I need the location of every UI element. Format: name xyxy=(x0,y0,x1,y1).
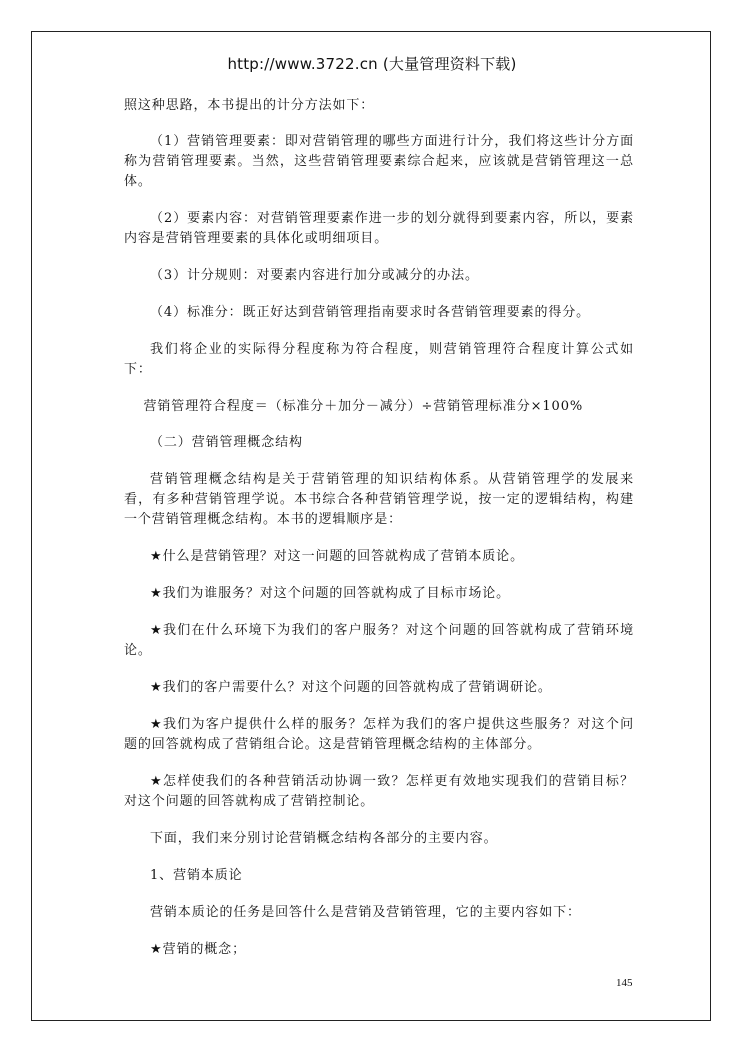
document-body xyxy=(124,96,634,977)
section-heading-2: （二）营销管理概念结构 xyxy=(150,435,303,450)
star-item-5 xyxy=(124,715,634,755)
formula-line: 营销管理符合程度＝（标准分＋加分－减分）÷营销管理标准分×100% xyxy=(143,399,584,414)
paragraph-intro: 照这种思路，本书提出的计分方法如下： xyxy=(124,98,375,113)
source-url-header: http://www.3722.cn (大量管理资料下载) xyxy=(227,55,517,73)
star-item-text: 什么是营销管理？对这一问题的回答就构成了营销本质论。 xyxy=(162,549,524,564)
star-icon: ★ xyxy=(150,586,163,601)
star-icon: ★ xyxy=(150,680,163,695)
paragraph-item-1: （1）营销管理要素：即对营销管理的哪些方面进行计分，我们将这些计分方面称为营销管理要素。当然，这些营销管理要素综合起来，应该就是营销管理这一总体。 xyxy=(124,134,634,189)
paragraph-item-2: （2）要素内容：对营销管理要素作进一步的划分就得到要素内容，所以，要素内容是营销管理要素的具体化或明细项目。 xyxy=(124,211,634,246)
paragraph-formula-intro: 我们将企业的实际得分程度称为符合程度，则营销管理符合程度计算公式如下： xyxy=(124,342,634,377)
star-item-text: 我们在什么环境下为我们的客户服务？对这个问题的回答就构成了营销环境论。 xyxy=(124,623,635,658)
star-item-text: 我们为客户提供什么样的服务？怎样为我们的客户提供这些服务？对这个问题的回答就构成了营销组合论。这是营销管理概念结构的主体部分。 xyxy=(124,717,635,752)
paragraph-item-3: （3）计分规则：对要素内容进行加分或减分的办法。 xyxy=(150,268,479,283)
star-item-6 xyxy=(124,772,634,812)
section-heading-3: 1、营销本质论 xyxy=(150,868,243,883)
star-item-3 xyxy=(124,621,634,661)
star-item-2 xyxy=(124,584,634,604)
star-item-text: 营销的概念； xyxy=(162,942,246,957)
star-icon: ★ xyxy=(150,623,163,638)
paragraph-essence-theory: 营销本质论的任务是回答什么是营销及营销管理，它的主要内容如下： xyxy=(150,905,581,920)
paragraph-concept-structure: 营销管理概念结构是关于营销管理的知识结构体系。从营销管理学的发展来看，有多种营销管理学说。本书综合各种营销管理学说，按一定的逻辑结构，构建一个营销管理概念结构。本书的逻辑顺序是： xyxy=(124,472,634,527)
star-item-text: 我们为谁服务？对这个问题的回答就构成了目标市场论。 xyxy=(162,586,511,601)
paragraph-discussion-intro: 下面，我们来分别讨论营销概念结构各部分的主要内容。 xyxy=(150,831,498,846)
star-item-1 xyxy=(124,547,634,567)
star-icon: ★ xyxy=(150,774,163,789)
star-item-7 xyxy=(124,940,634,960)
star-icon: ★ xyxy=(150,717,163,732)
star-icon: ★ xyxy=(150,549,163,564)
star-item-text: 我们的客户需要什么？对这个问题的回答就构成了营销调研论。 xyxy=(162,680,552,695)
star-item-4 xyxy=(124,678,634,698)
star-icon: ★ xyxy=(150,942,163,957)
page-number: 145 xyxy=(616,977,633,989)
paragraph-item-4: （4）标准分：既正好达到营销管理指南要求时各营销管理要素的得分。 xyxy=(150,305,591,320)
star-item-text: 怎样使我们的各种营销活动协调一致？怎样更有效地实现我们的营销目标？对这个问题的回答就构成了营销控制论。 xyxy=(124,774,635,809)
